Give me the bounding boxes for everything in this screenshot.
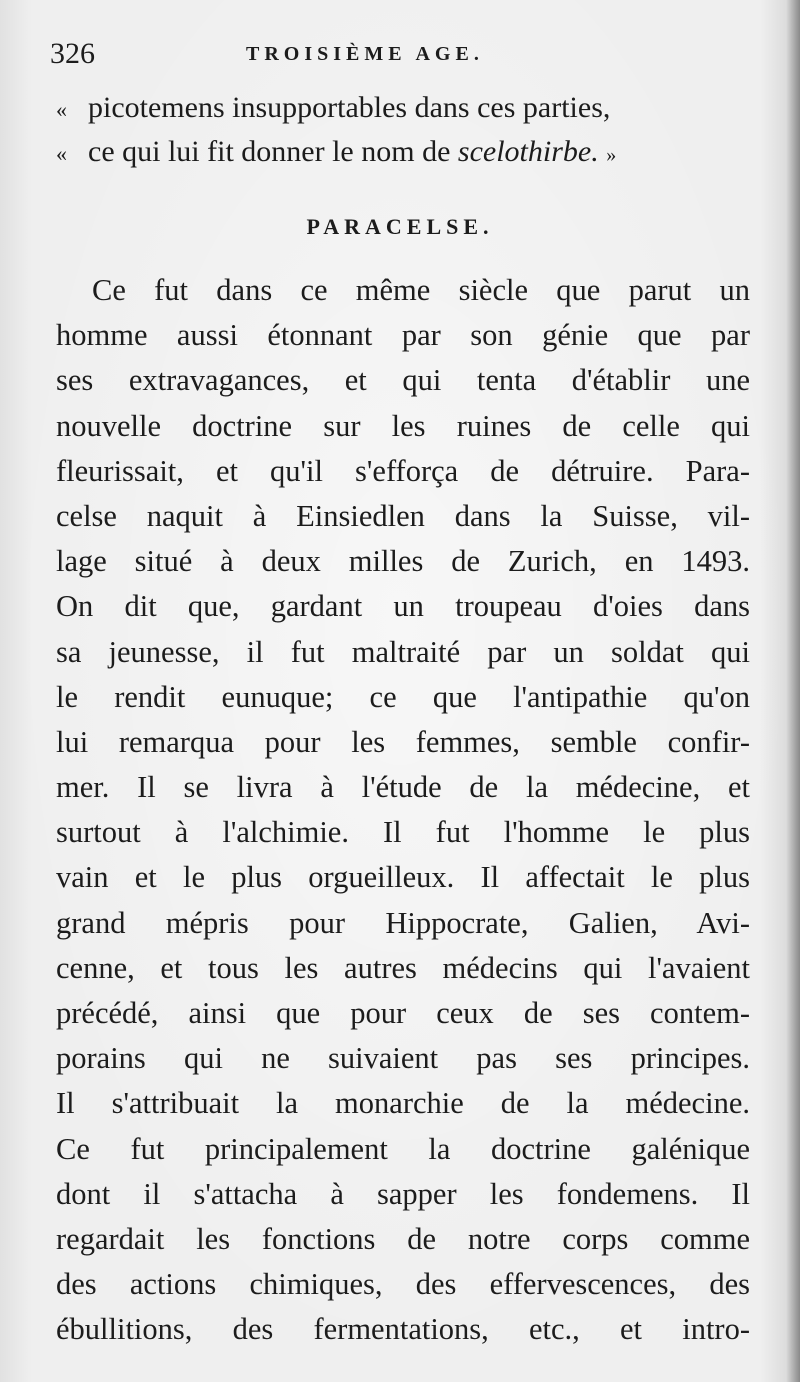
text-line: homme aussi étonnant par son génie que par xyxy=(56,318,750,353)
running-title: TROISIÈME AGE. xyxy=(246,43,484,65)
body-text xyxy=(56,268,750,1353)
text-line: mer. Il se livra à l'étude de la médecine, et xyxy=(56,770,750,805)
text-line: On dit que, gardant un troupeau d'oies dans xyxy=(56,589,750,624)
text-line: vain et le plus orgueilleux. Il affectait le plus xyxy=(56,860,750,895)
closing-quote-mark: » xyxy=(606,144,617,166)
text-line: cenne, et tous les autres médecins qui l'avaient xyxy=(56,950,750,985)
text-line: grand mépris pour Hippocrate, Galien, Avi- xyxy=(56,905,750,940)
quote-line xyxy=(56,130,766,174)
quote-continuation xyxy=(56,86,766,174)
quote-italic-term: scelothirbe. xyxy=(457,135,599,168)
text-line: regardait les fonctions de notre corps comme xyxy=(56,1221,750,1256)
quote-line xyxy=(56,86,766,130)
text-line: lui remarqua pour les femmes, semble confir- xyxy=(56,724,750,759)
text-line: dont il s'attacha à sapper les fondemens. Il xyxy=(56,1176,750,1211)
text-line: lage situé à deux milles de Zurich, en 1493. xyxy=(56,544,750,579)
quote-mark: « xyxy=(56,141,67,166)
text-line: précédé, ainsi que pour ceux de ses contem- xyxy=(56,996,750,1030)
quote-line-text: picotemens insupportables dans ces parties, xyxy=(88,91,611,124)
text-line: Il s'attribuait la monarchie de la médecine. xyxy=(56,1086,750,1121)
quote-mark: « xyxy=(56,97,67,122)
section-heading: PARACELSE. xyxy=(306,214,494,239)
text-line: ébullitions, des fermentations, etc., et intro- xyxy=(56,1312,750,1347)
text-line: sa jeunesse, il fut maltraité par un soldat qui xyxy=(56,634,750,669)
text-line: surtout à l'alchimie. Il fut l'homme le plus xyxy=(56,815,750,850)
quote-line-text: ce qui lui fit donner le nom de xyxy=(88,135,458,168)
text-line: nouvelle doctrine sur les ruines de celle qui xyxy=(56,408,750,443)
page-number: 326 xyxy=(50,37,95,70)
text-line: des actions chimiques, des effervescences, des xyxy=(56,1267,750,1302)
text-line: ses extravagances, et qui tenta d'établir une xyxy=(56,363,750,398)
text-line: celse naquit à Einsiedlen dans la Suisse, vil- xyxy=(56,498,750,533)
text-line: le rendit eunuque; ce que l'antipathie qu'on xyxy=(56,679,750,714)
text-line: fleurissait, et qu'il s'efforça de détruire. Para- xyxy=(56,453,750,488)
text-line: porains qui ne suivaient pas ses principes. xyxy=(56,1041,750,1076)
text-line: Ce fut principalement la doctrine galénique xyxy=(56,1131,750,1166)
running-head xyxy=(50,34,770,74)
text-line: Ce fut dans ce même siècle que parut un xyxy=(92,273,750,307)
